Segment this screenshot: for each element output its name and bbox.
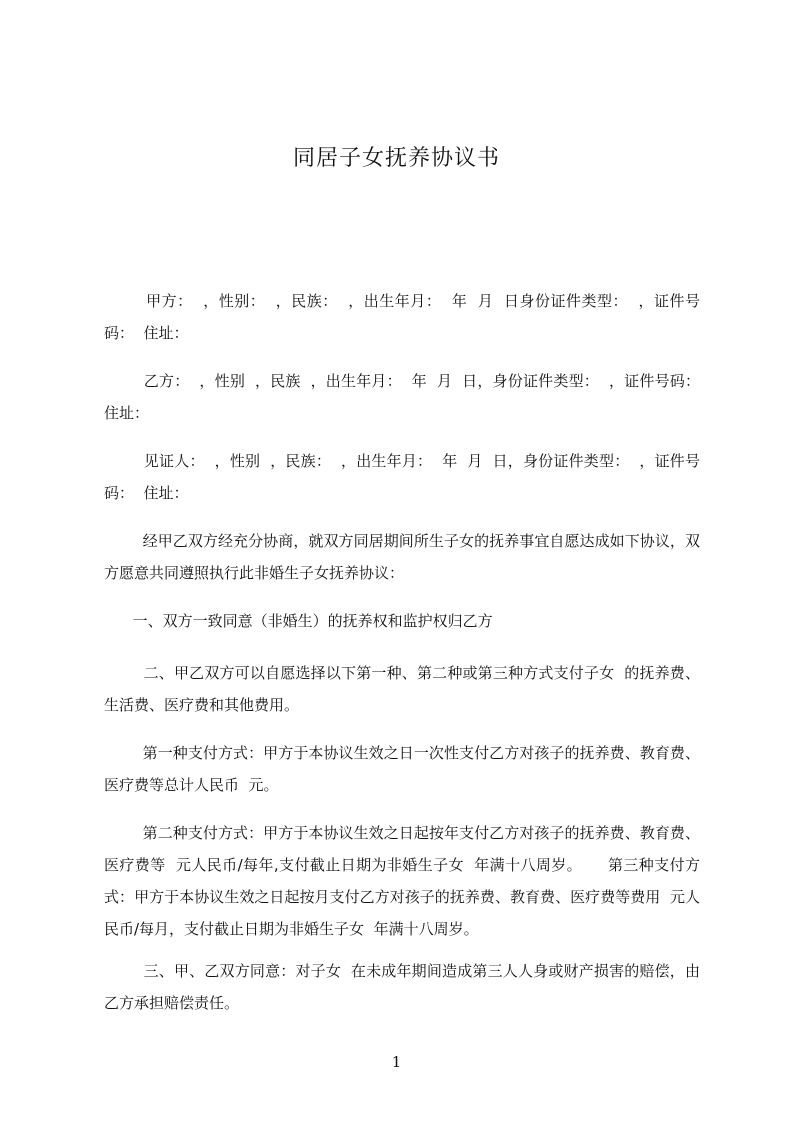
document-title: 同居子女抚养协议书 bbox=[292, 146, 500, 171]
witness-info: 见证人： ，性别 ，民族： ，出生年月： 年 月 日，身份证件类型： ，证件号码： 住址： bbox=[104, 452, 700, 502]
clause-three: 三、甲、乙双方同意：对子女 在未成年期间造成第三人人身或财产损害的赔偿，由乙方承担赔偿责任。 bbox=[104, 962, 700, 1012]
party-a-info: 甲方： ，性别： ，民族： ，出生年月： 年 月 日身份证件类型： ，证件号码： 住址： bbox=[104, 292, 700, 342]
clause-two: 二、甲乙双方可以自愿选择以下第一种、第二种或第三种方式支付子女 的抚养费、生活费、医疗费和其他费用。 bbox=[104, 664, 700, 714]
payment-methods-two-three: 第二种支付方式：甲方于本协议生效之日起按年支付乙方对孩子的抚养费、教育费、医疗费等 元人民币/每年,支付截止日期为非婚生子女 年满十八周岁。 第三种支付方式：甲方于本协议生效之日起按月支付乙方对孩子的抚养费、教育费、医疗费等费用 元人民币/每月，支付截止日期为非婚生子女 年满十八周岁。 bbox=[104, 824, 700, 938]
page-number: 1 bbox=[391, 1053, 402, 1071]
party-b-info: 乙方： ，性别 ，民族 ，出生年月： 年 月 日，身份证件类型： ，证件号码：住址： bbox=[104, 372, 700, 422]
preamble-paragraph: 经甲乙双方经充分协商，就双方同居期间所生子女的抚养事宜自愿达成如下协议，双方愿意共同遵照执行此非婚生子女抚养协议： bbox=[104, 532, 700, 582]
clause-one: 一、双方一致同意（非婚生）的抚养权和监护权归乙方 bbox=[104, 612, 493, 630]
payment-method-one: 第一种支付方式：甲方于本协议生效之日一次性支付乙方对孩子的抚养费、教育费、医疗费等总计人民币 元。 bbox=[104, 744, 700, 794]
